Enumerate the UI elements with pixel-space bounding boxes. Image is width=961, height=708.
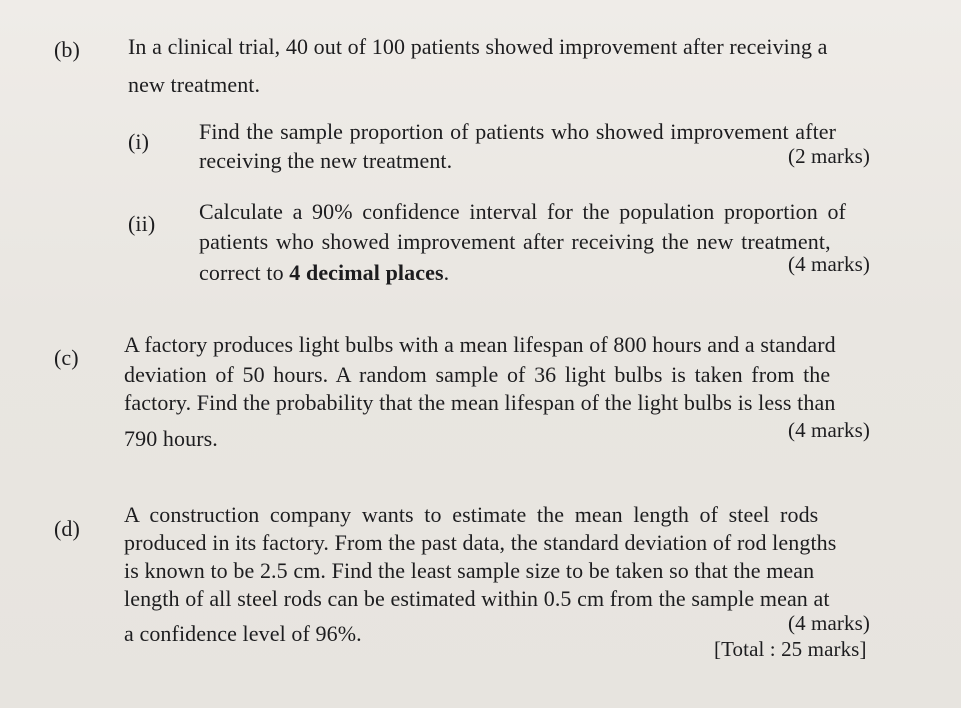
question-d-text-line-5: a confidence level of 96%. (124, 621, 362, 646)
question-c-text-line-1: A factory produces light bulbs with a mean lifespan of 800 hours and a standard (124, 332, 836, 357)
question-b-i-label: (i) (128, 129, 150, 154)
question-d-label: (d) (54, 516, 80, 541)
question-b-text-line-1: In a clinical trial, 40 out of 100 patients showed improvement after receiving a (128, 34, 828, 59)
question-b-ii-label: (ii) (128, 211, 156, 236)
question-c-text-line-3: factory. Find the probability that the mean lifespan of the light bulbs is less than (124, 390, 836, 415)
question-d-marks: (4 marks) (788, 611, 870, 635)
question-d-text-line-1: A construction company wants to estimate the mean length of steel rods (124, 502, 819, 527)
question-b-ii-line-3-suffix: . (443, 260, 450, 285)
question-c-text-line-2: deviation of 50 hours. A random sample of 36 light bulbs is taken from the (124, 362, 831, 387)
total-marks: [Total : 25 marks] (714, 637, 867, 661)
question-d-text-line-4: length of all steel rods can be estimated within 0.5 cm from the sample mean at (124, 586, 830, 611)
question-b-i-text-line-2: receiving the new treatment. (199, 148, 453, 173)
question-b-i-text-line-1: Find the sample proportion of patients who showed improvement after (199, 119, 837, 144)
question-b-ii-line-3-bold: 4 decimal places (289, 260, 444, 285)
question-b-ii-text-line-2: patients who showed improvement after receiving the new treatment, (199, 229, 831, 254)
question-d-text-line-2: produced in its factory. From the past data, the standard deviation of rod lengths (124, 530, 837, 555)
question-b-ii-line-3-prefix: correct to (199, 260, 290, 285)
question-b-text-line-2: new treatment. (128, 72, 261, 97)
question-b-ii-text-line-3 (199, 259, 449, 286)
question-d-text-line-3: is known to be 2.5 cm. Find the least sample size to be taken so that the mean (124, 558, 815, 583)
question-c-marks: (4 marks) (788, 418, 870, 442)
question-c-text-line-4: 790 hours. (124, 426, 218, 451)
question-b-i-marks: (2 marks) (788, 144, 870, 168)
question-b-label: (b) (54, 37, 80, 62)
question-b-ii-text-line-1: Calculate a 90% confidence interval for the population proportion of (199, 199, 846, 224)
question-b-ii-marks: (4 marks) (788, 252, 870, 276)
question-c-label: (c) (54, 345, 79, 370)
